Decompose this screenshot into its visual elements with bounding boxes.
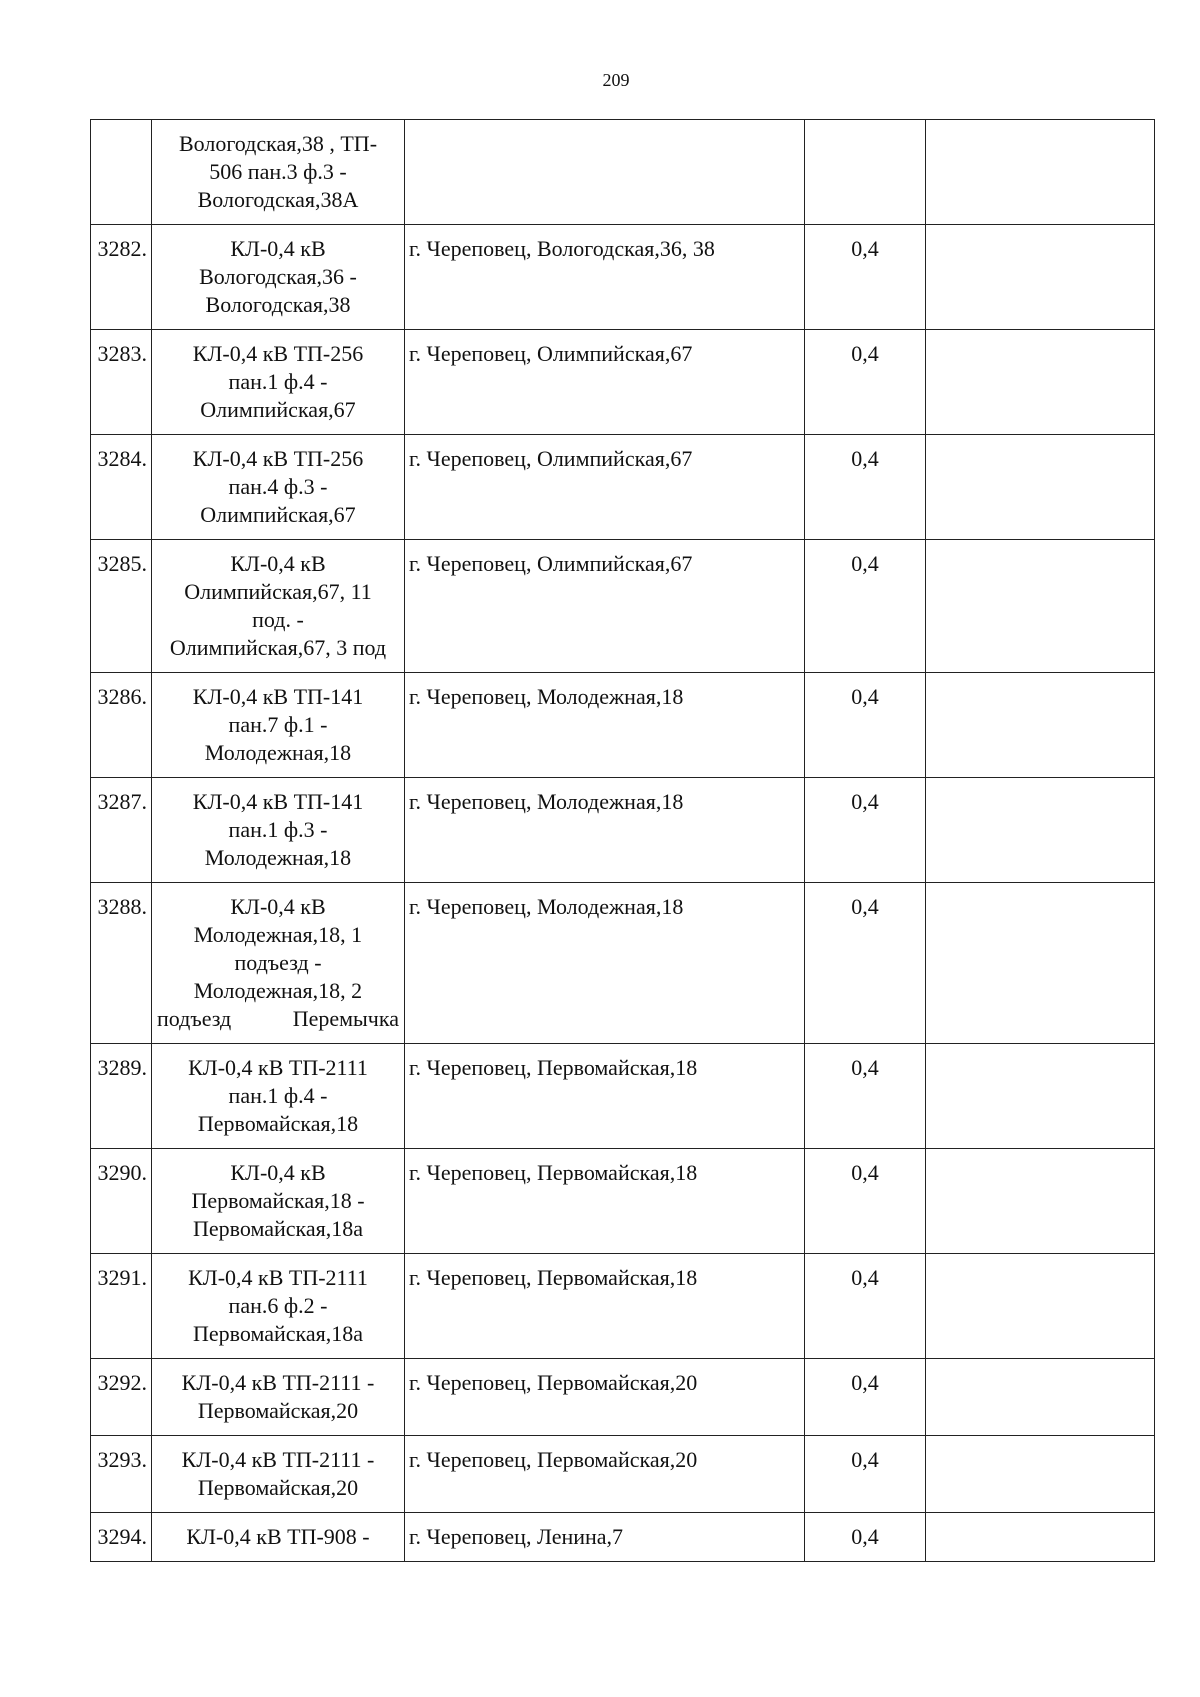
row-number: 3293. (97, 1447, 147, 1472)
line-name-text: Первомайская,18а (192, 1321, 364, 1346)
voltage-text: 0,4 (851, 1370, 879, 1395)
line-name-cell (152, 225, 405, 330)
line-name-text: Первомайская,20 (197, 1398, 359, 1423)
line-name-text: подъезд - (234, 950, 322, 975)
line-name-text: пан.4 ф.3 - (228, 474, 328, 499)
table-row (91, 540, 1155, 673)
line-name-text: подъезд (157, 1006, 232, 1031)
row-number-cell (91, 673, 152, 778)
line-name-text: КЛ-0,4 кВ ТП-2111 (188, 1265, 368, 1290)
line-name-text: Молодежная,18 (204, 845, 352, 870)
row-number: 3282. (97, 236, 147, 261)
row-number-cell (91, 1359, 152, 1436)
note-cell (926, 1254, 1155, 1359)
row-number-cell (91, 1436, 152, 1513)
row-number: 3287. (97, 789, 147, 814)
line-name-last-line (156, 1005, 400, 1033)
line-name-text: Олимпийская,67 (200, 502, 356, 527)
line-name-cell (152, 1359, 405, 1436)
line-name-cell (152, 1254, 405, 1359)
address-cell (405, 1359, 805, 1436)
voltage-text: 0,4 (851, 551, 879, 576)
row-number: 3283. (97, 341, 147, 366)
voltage-cell (805, 225, 926, 330)
row-number-cell (91, 225, 152, 330)
line-name-text: Молодежная,18 (204, 740, 352, 765)
table-row (91, 225, 1155, 330)
line-name-text: КЛ-0,4 кВ ТП-2111 - (181, 1447, 375, 1472)
address-text: г. Череповец, Молодежная,18 (409, 789, 684, 814)
address-cell (405, 1149, 805, 1254)
address-text: г. Череповец, Олимпийская,67 (409, 446, 693, 471)
line-name-cell (152, 330, 405, 435)
address-text: г. Череповец, Первомайская,20 (409, 1447, 698, 1472)
address-cell (405, 778, 805, 883)
line-name-cell (152, 673, 405, 778)
voltage-cell (805, 1044, 926, 1149)
address-text: г. Череповец, Олимпийская,67 (409, 341, 693, 366)
voltage-text: 0,4 (851, 341, 879, 366)
address-cell (405, 1513, 805, 1562)
line-name-text: КЛ-0,4 кВ (230, 551, 326, 576)
line-name-cell (152, 778, 405, 883)
table-row (91, 435, 1155, 540)
line-name-cell (152, 120, 405, 225)
voltage-text: 0,4 (851, 684, 879, 709)
address-text: г. Череповец, Первомайская,18 (409, 1160, 698, 1185)
note-cell (926, 673, 1155, 778)
address-text: г. Череповец, Вологодская,36, 38 (409, 236, 715, 261)
line-name-cell (152, 540, 405, 673)
line-name-text: пан.1 ф.4 - (228, 1083, 328, 1108)
line-name-cell (152, 1149, 405, 1254)
line-name-cell (152, 883, 405, 1044)
address-text: г. Череповец, Первомайская,18 (409, 1265, 698, 1290)
row-number: 3285. (97, 551, 147, 576)
line-name-text: Молодежная,18, 1 (193, 922, 363, 947)
table-row (91, 883, 1155, 1044)
table-row (91, 1513, 1155, 1562)
address-cell (405, 120, 805, 225)
line-name-cell (152, 1436, 405, 1513)
cable-lines-table (90, 119, 1155, 1562)
row-number-cell (91, 120, 152, 225)
note-cell (926, 435, 1155, 540)
line-name-text: КЛ-0,4 кВ ТП-141 (192, 684, 364, 709)
voltage-cell (805, 1254, 926, 1359)
voltage-cell (805, 540, 926, 673)
row-number-cell (91, 540, 152, 673)
table-body (91, 120, 1155, 1562)
note-cell (926, 1513, 1155, 1562)
row-number: 3294. (97, 1524, 147, 1549)
address-text: г. Череповец, Первомайская,18 (409, 1055, 698, 1080)
row-number-cell (91, 1513, 152, 1562)
voltage-cell (805, 1149, 926, 1254)
table-row (91, 1254, 1155, 1359)
line-name-text: КЛ-0,4 кВ ТП-256 (192, 341, 364, 366)
table-row (91, 1436, 1155, 1513)
line-name-text: Первомайская,18 (197, 1111, 359, 1136)
row-number: 3290. (97, 1160, 147, 1185)
row-number: 3291. (97, 1265, 147, 1290)
line-name-text: КЛ-0,4 кВ ТП-141 (192, 789, 364, 814)
voltage-cell (805, 435, 926, 540)
note-cell (926, 225, 1155, 330)
row-number-cell (91, 778, 152, 883)
voltage-text: 0,4 (851, 1447, 879, 1472)
line-name-cell (152, 435, 405, 540)
line-name-text: Вологодская,38 (205, 292, 351, 317)
line-name-text: КЛ-0,4 кВ ТП-908 - (186, 1524, 370, 1549)
address-cell (405, 435, 805, 540)
voltage-text: 0,4 (851, 1055, 879, 1080)
voltage-text: 0,4 (851, 894, 879, 919)
row-number: 3286. (97, 684, 147, 709)
voltage-cell (805, 330, 926, 435)
line-name-text: под. - (252, 607, 304, 632)
line-name-text: 506 пан.3 ф.3 - (209, 159, 347, 184)
page-number: 209 (602, 70, 630, 90)
line-name-text: Первомайская,18а (192, 1216, 364, 1241)
line-name-text: Олимпийская,67, 3 под (169, 635, 387, 660)
row-number-cell (91, 1254, 152, 1359)
row-number: 3284. (97, 446, 147, 471)
voltage-cell (805, 1436, 926, 1513)
voltage-text: 0,4 (851, 1265, 879, 1290)
voltage-text: 0,4 (851, 236, 879, 261)
table-row (91, 1149, 1155, 1254)
line-name-text: пан.1 ф.3 - (228, 817, 328, 842)
row-number-cell (91, 330, 152, 435)
voltage-cell (805, 120, 926, 225)
note-cell (926, 1149, 1155, 1254)
voltage-cell (805, 673, 926, 778)
line-name-text: Перемычка (292, 1006, 399, 1031)
line-name-text: КЛ-0,4 кВ ТП-2111 - (181, 1370, 375, 1395)
address-cell (405, 1044, 805, 1149)
line-name-text: Вологодская,36 - (199, 264, 357, 289)
note-cell (926, 1436, 1155, 1513)
address-cell (405, 225, 805, 330)
note-cell (926, 1044, 1155, 1149)
address-cell (405, 1436, 805, 1513)
line-name-text: пан.1 ф.4 - (228, 369, 328, 394)
note-cell (926, 540, 1155, 673)
row-number-cell (91, 883, 152, 1044)
line-name-text: Вологодская,38А (197, 187, 359, 212)
line-name-text: Молодежная,18, 2 (193, 978, 363, 1003)
voltage-text: 0,4 (851, 446, 879, 471)
row-number-cell (91, 1149, 152, 1254)
line-name-text: Вологодская,38 , ТП- (178, 131, 378, 156)
row-number-cell (91, 1044, 152, 1149)
address-text: г. Череповец, Первомайская,20 (409, 1370, 698, 1395)
row-number: 3289. (97, 1055, 147, 1080)
address-cell (405, 540, 805, 673)
row-number: 3292. (97, 1370, 147, 1395)
table-row (91, 1044, 1155, 1149)
table-row (91, 330, 1155, 435)
line-name-text: КЛ-0,4 кВ ТП-256 (192, 446, 364, 471)
note-cell (926, 778, 1155, 883)
note-cell (926, 1359, 1155, 1436)
line-name-text: Первомайская,18 - (191, 1188, 365, 1213)
line-name-cell (152, 1513, 405, 1562)
line-name-cell (152, 1044, 405, 1149)
address-text: г. Череповец, Ленина,7 (409, 1524, 624, 1549)
voltage-text: 0,4 (851, 789, 879, 814)
line-name-text: пан.6 ф.2 - (228, 1293, 328, 1318)
address-cell (405, 883, 805, 1044)
voltage-cell (805, 1359, 926, 1436)
note-cell (926, 330, 1155, 435)
line-name-text: КЛ-0,4 кВ ТП-2111 (188, 1055, 368, 1080)
line-name-text: пан.7 ф.1 - (228, 712, 328, 737)
voltage-cell (805, 883, 926, 1044)
line-name-text: Первомайская,20 (197, 1475, 359, 1500)
address-text: г. Череповец, Олимпийская,67 (409, 551, 693, 576)
voltage-cell (805, 778, 926, 883)
row-number: 3288. (97, 894, 147, 919)
address-text: г. Череповец, Молодежная,18 (409, 894, 684, 919)
note-cell (926, 120, 1155, 225)
line-name-text: Олимпийская,67 (200, 397, 356, 422)
address-cell (405, 673, 805, 778)
address-cell (405, 1254, 805, 1359)
line-name-text: КЛ-0,4 кВ (230, 236, 326, 261)
table-row (91, 673, 1155, 778)
voltage-text: 0,4 (851, 1524, 879, 1549)
line-name-text: КЛ-0,4 кВ (230, 894, 326, 919)
voltage-text: 0,4 (851, 1160, 879, 1185)
table-row (91, 778, 1155, 883)
table-row (91, 120, 1155, 225)
line-name-text: Олимпийская,67, 11 (184, 579, 372, 604)
line-name-text: КЛ-0,4 кВ (230, 1160, 326, 1185)
note-cell (926, 883, 1155, 1044)
row-number-cell (91, 435, 152, 540)
voltage-cell (805, 1513, 926, 1562)
table-row (91, 1359, 1155, 1436)
address-cell (405, 330, 805, 435)
address-text: г. Череповец, Молодежная,18 (409, 684, 684, 709)
